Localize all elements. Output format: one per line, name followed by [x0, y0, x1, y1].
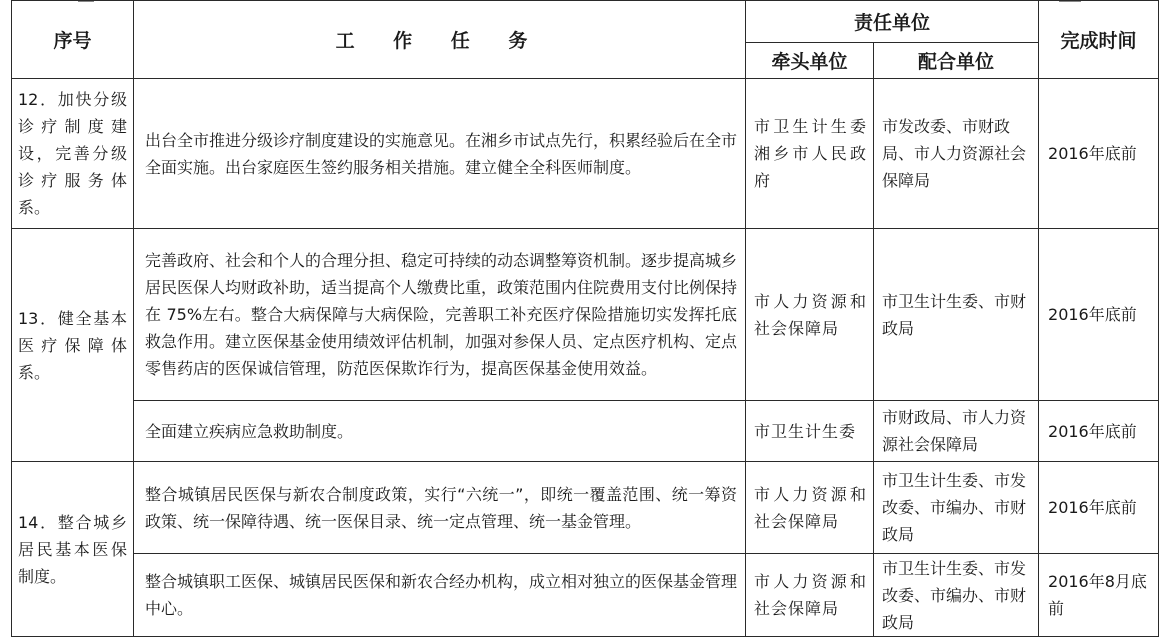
table-row	[12, 462, 1159, 554]
task-cell: 全面建立疾病应急救助制度。	[134, 401, 746, 462]
table-row	[12, 554, 1159, 637]
task-cell: 整合城镇职工医保、城镇居民医保和新农合经办机构，成立相对独立的医保基金管理中心。	[134, 554, 746, 637]
lead-unit-cell: 市卫生计生委	[746, 401, 874, 462]
coop-unit-cell: 市卫生计生委、市发改委、市编办、市财政局	[874, 462, 1039, 554]
coop-unit-cell: 市卫生计生委、市发改委、市编办、市财政局	[874, 554, 1039, 637]
coop-unit-cell: 市卫生计生委、市财政局	[874, 229, 1039, 401]
row-seq: 13．健全基本医疗保障体系。	[12, 229, 134, 462]
row-seq: 14．整合城乡居民基本医保制度。	[12, 462, 134, 637]
task-cell: 出台全市推进分级诊疗制度建设的实施意见。在湘乡市试点先行，积累经验后在全市全面实施。出台家庭医生签约服务相关措施。建立健全全科医师制度。	[134, 79, 746, 229]
header-lead-unit: 牵头单位	[746, 43, 874, 79]
header-coop-unit: 配合单位	[874, 43, 1039, 79]
coop-unit-cell: 市发改委、市财政局、市人力资源社会保障局	[874, 79, 1039, 229]
task-cell: 整合城镇居民医保与新农合制度政策，实行“六统一”，即统一覆盖范围、统一筹资政策、统一保障待遇、统一医保目录、统一定点管理、统一基金管理。	[134, 462, 746, 554]
header-task: 工 作 任 务	[134, 1, 746, 79]
deadline-cell: 2016年底前	[1039, 79, 1159, 229]
header-seq: 序号	[12, 1, 134, 79]
table-row	[12, 401, 1159, 462]
row-seq: 12．加快分级诊疗制度建设，完善分级诊疗服务体系。	[12, 79, 134, 229]
header-deadline: 完成时间	[1039, 1, 1159, 79]
table-row	[12, 79, 1159, 229]
coop-unit-cell: 市财政局、市人力资源社会保障局	[874, 401, 1039, 462]
header-row	[12, 1, 1159, 43]
header-responsible-unit: 责任单位	[746, 1, 1039, 43]
lead-unit-cell: 市人力资源和社会保障局	[746, 462, 874, 554]
deadline-cell: 2016年底前	[1039, 229, 1159, 401]
lead-unit-cell: 市人力资源和社会保障局	[746, 229, 874, 401]
lead-unit-cell: 市人力资源和社会保障局	[746, 554, 874, 637]
deadline-cell: 2016年底前	[1039, 401, 1159, 462]
lead-unit-cell: 市卫生计生委 湘乡市人民政府	[746, 79, 874, 229]
task-cell: 完善政府、社会和个人的合理分担、稳定可持续的动态调整筹资机制。逐步提高城乡居民医保人均财政补助，适当提高个人缴费比重，政策范围内住院费用支付比例保持在 75%左右。整合大病保障与大病保险，完善职工补充医疗保险措施切实发挥托底救急作用。建立医保基金使用绩效评估机制，加强对参保人员、定点医疗机构、定点零售药店的医保诚信管理，防范医保欺诈行为，提高医保基金使用效益。	[134, 229, 746, 401]
task-table	[11, 0, 1159, 637]
deadline-cell: 2016年底前	[1039, 462, 1159, 554]
table-row	[12, 229, 1159, 401]
deadline-cell: 2016年8月底前	[1039, 554, 1159, 637]
